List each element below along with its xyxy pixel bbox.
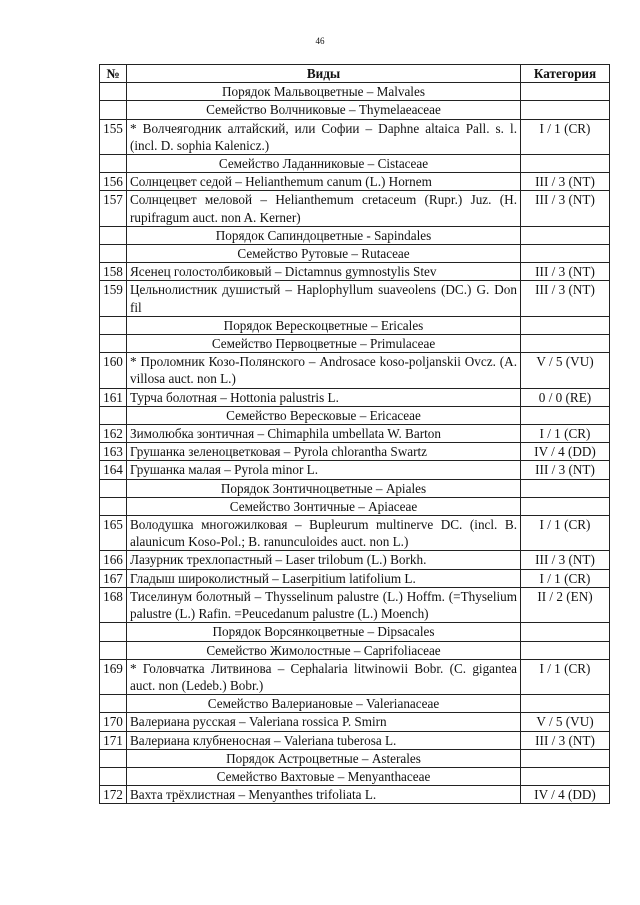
row-number: [100, 83, 127, 101]
taxon-group-row: [100, 767, 610, 785]
taxon-group-name: Семейство Вересковые – Ericaceae: [127, 406, 521, 424]
species-name: Турча болотная – Hottonia palustris L.: [127, 388, 521, 406]
species-row: [100, 263, 610, 281]
taxon-group-row: [100, 155, 610, 173]
header-number: №: [100, 65, 127, 83]
row-number: 160: [100, 353, 127, 388]
taxon-group-row: [100, 83, 610, 101]
taxon-group-row: [100, 695, 610, 713]
row-number: 171: [100, 731, 127, 749]
species-row: [100, 713, 610, 731]
species-row: [100, 425, 610, 443]
species-row: [100, 786, 610, 804]
row-number: 156: [100, 173, 127, 191]
taxon-group-row: [100, 623, 610, 641]
species-row: [100, 191, 610, 226]
taxon-group-row: [100, 749, 610, 767]
row-category: [521, 641, 610, 659]
row-category: [521, 245, 610, 263]
row-category: 0 / 0 (RE): [521, 388, 610, 406]
species-name: Солнцецвет меловой – Helianthemum cretaceum (Rupr.) Juz. (H. rupifragum auct. non A. Kerner): [127, 191, 521, 226]
species-name: Грушанка малая – Pyrola minor L.: [127, 461, 521, 479]
row-category: [521, 316, 610, 334]
row-number: 164: [100, 461, 127, 479]
row-category: [521, 83, 610, 101]
species-row: [100, 353, 610, 388]
species-row: [100, 119, 610, 154]
row-category: [521, 767, 610, 785]
species-row: [100, 281, 610, 316]
taxon-group-name: Семейство Волчниковые – Thymelaeaceae: [127, 101, 521, 119]
species-name: Гладыш широколистный – Laserpitium latifolium L.: [127, 569, 521, 587]
row-category: [521, 155, 610, 173]
taxon-group-row: [100, 497, 610, 515]
species-row: [100, 516, 610, 551]
taxon-group-row: [100, 641, 610, 659]
row-number: [100, 641, 127, 659]
taxon-group-name: Порядок Верескоцветные – Ericales: [127, 316, 521, 334]
taxon-group-name: Семейство Рутовые – Rutaceae: [127, 245, 521, 263]
row-number: 172: [100, 786, 127, 804]
taxon-group-row: [100, 226, 610, 244]
row-number: [100, 226, 127, 244]
species-name: * Волчеягодник алтайский, или Софии – Daphne altaica Pall. s. l. (incl. D. sophia Kalenicz.): [127, 119, 521, 154]
species-row: [100, 569, 610, 587]
row-category: II / 2 (EN): [521, 587, 610, 622]
row-number: [100, 245, 127, 263]
species-name: Вахта трёхлистная – Menyanthes trifoliata L.: [127, 786, 521, 804]
row-number: [100, 479, 127, 497]
row-number: 161: [100, 388, 127, 406]
species-name: Володушка многожилковая – Bupleurum multinerve DC. (incl. B. alaunicum Koso-Pol.; B. ranunculoides auct. non L.): [127, 516, 521, 551]
species-row: [100, 461, 610, 479]
row-category: [521, 226, 610, 244]
species-name: Цельнолистник душистый – Haplophyllum suaveolens (DC.) G. Don fil: [127, 281, 521, 316]
species-table: [99, 64, 610, 804]
species-row: [100, 587, 610, 622]
row-category: III / 3 (NT): [521, 281, 610, 316]
row-number: 170: [100, 713, 127, 731]
row-category: I / 1 (CR): [521, 659, 610, 694]
row-category: V / 5 (VU): [521, 713, 610, 731]
row-category: I / 1 (CR): [521, 516, 610, 551]
taxon-group-name: Семейство Вахтовые – Menyanthaceae: [127, 767, 521, 785]
taxon-group-row: [100, 101, 610, 119]
row-number: [100, 335, 127, 353]
species-name: * Головчатка Литвинова – Cephalaria litwinowii Bobr. (C. gigantea auct. non (Ledeb.) Bobr.): [127, 659, 521, 694]
row-number: 155: [100, 119, 127, 154]
row-category: III / 3 (NT): [521, 263, 610, 281]
species-name: Валериана клубненосная – Valeriana tuberosa L.: [127, 731, 521, 749]
taxon-group-row: [100, 406, 610, 424]
row-category: [521, 335, 610, 353]
row-number: 158: [100, 263, 127, 281]
row-number: [100, 406, 127, 424]
row-number: [100, 623, 127, 641]
species-name: Валериана русская – Valeriana rossica P. Smirn: [127, 713, 521, 731]
species-row: [100, 173, 610, 191]
taxon-group-name: Семейство Валериановые – Valerianaceae: [127, 695, 521, 713]
taxon-group-name: Семейство Жимолостные – Caprifoliaceae: [127, 641, 521, 659]
taxon-group-name: Порядок Сапиндоцветные - Sapindales: [127, 226, 521, 244]
row-number: [100, 767, 127, 785]
row-category: I / 1 (CR): [521, 425, 610, 443]
taxon-group-name: Семейство Первоцветные – Primulaceae: [127, 335, 521, 353]
species-name: Грушанка зеленоцветковая – Pyrola chlorantha Swartz: [127, 443, 521, 461]
taxon-group-name: Порядок Ворсянкоцветные – Dipsacales: [127, 623, 521, 641]
row-category: III / 3 (NT): [521, 191, 610, 226]
row-number: 167: [100, 569, 127, 587]
row-number: [100, 316, 127, 334]
taxon-group-name: Семейство Зонтичные – Apiaceae: [127, 497, 521, 515]
row-category: [521, 695, 610, 713]
table-header-row: [100, 65, 610, 83]
row-category: III / 3 (NT): [521, 173, 610, 191]
row-number: [100, 101, 127, 119]
taxon-group-row: [100, 479, 610, 497]
row-category: [521, 749, 610, 767]
species-name: * Проломник Козо-Полянского – Androsace koso-poljanskii Ovcz. (A. villosa auct. non L.): [127, 353, 521, 388]
row-category: I / 1 (CR): [521, 119, 610, 154]
header-species: Виды: [127, 65, 521, 83]
row-category: V / 5 (VU): [521, 353, 610, 388]
taxon-group-name: Порядок Астроцветные – Asterales: [127, 749, 521, 767]
page-number: 46: [315, 36, 325, 46]
row-number: 159: [100, 281, 127, 316]
taxon-group-row: [100, 335, 610, 353]
row-category: [521, 479, 610, 497]
row-number: [100, 155, 127, 173]
row-category: I / 1 (CR): [521, 569, 610, 587]
species-row: [100, 551, 610, 569]
row-category: III / 3 (NT): [521, 551, 610, 569]
species-name: Зимолюбка зонтичная – Chimaphila umbellata W. Barton: [127, 425, 521, 443]
row-number: 166: [100, 551, 127, 569]
species-name: Ясенец голостолбиковый – Dictamnus gymnostylis Stev: [127, 263, 521, 281]
row-category: III / 3 (NT): [521, 731, 610, 749]
taxon-group-name: Порядок Мальвоцветные – Malvales: [127, 83, 521, 101]
row-category: IV / 4 (DD): [521, 786, 610, 804]
species-row: [100, 443, 610, 461]
row-number: 165: [100, 516, 127, 551]
row-category: [521, 406, 610, 424]
species-row: [100, 388, 610, 406]
row-number: [100, 695, 127, 713]
header-category: Категория: [521, 65, 610, 83]
taxon-group-name: Семейство Ладанниковые – Cistaceae: [127, 155, 521, 173]
row-number: 163: [100, 443, 127, 461]
row-number: 169: [100, 659, 127, 694]
species-row: [100, 731, 610, 749]
row-number: [100, 749, 127, 767]
row-category: [521, 101, 610, 119]
taxon-group-row: [100, 245, 610, 263]
species-name: Тиселинум болотный – Thysselinum palustre (L.) Hoffm. (=Thyselium palustre (L.) Rafin. =Peucedanum palustre (L.) Moench): [127, 587, 521, 622]
taxon-group-name: Порядок Зонтичноцветные – Apiales: [127, 479, 521, 497]
row-number: 157: [100, 191, 127, 226]
row-category: [521, 497, 610, 515]
row-number: 162: [100, 425, 127, 443]
row-number: 168: [100, 587, 127, 622]
row-category: III / 3 (NT): [521, 461, 610, 479]
species-row: [100, 659, 610, 694]
taxon-group-row: [100, 316, 610, 334]
row-category: [521, 623, 610, 641]
species-name: Солнцецвет седой – Helianthemum canum (L.) Hornem: [127, 173, 521, 191]
species-name: Лазурник трехлопастный – Laser trilobum (L.) Borkh.: [127, 551, 521, 569]
row-category: IV / 4 (DD): [521, 443, 610, 461]
row-number: [100, 497, 127, 515]
